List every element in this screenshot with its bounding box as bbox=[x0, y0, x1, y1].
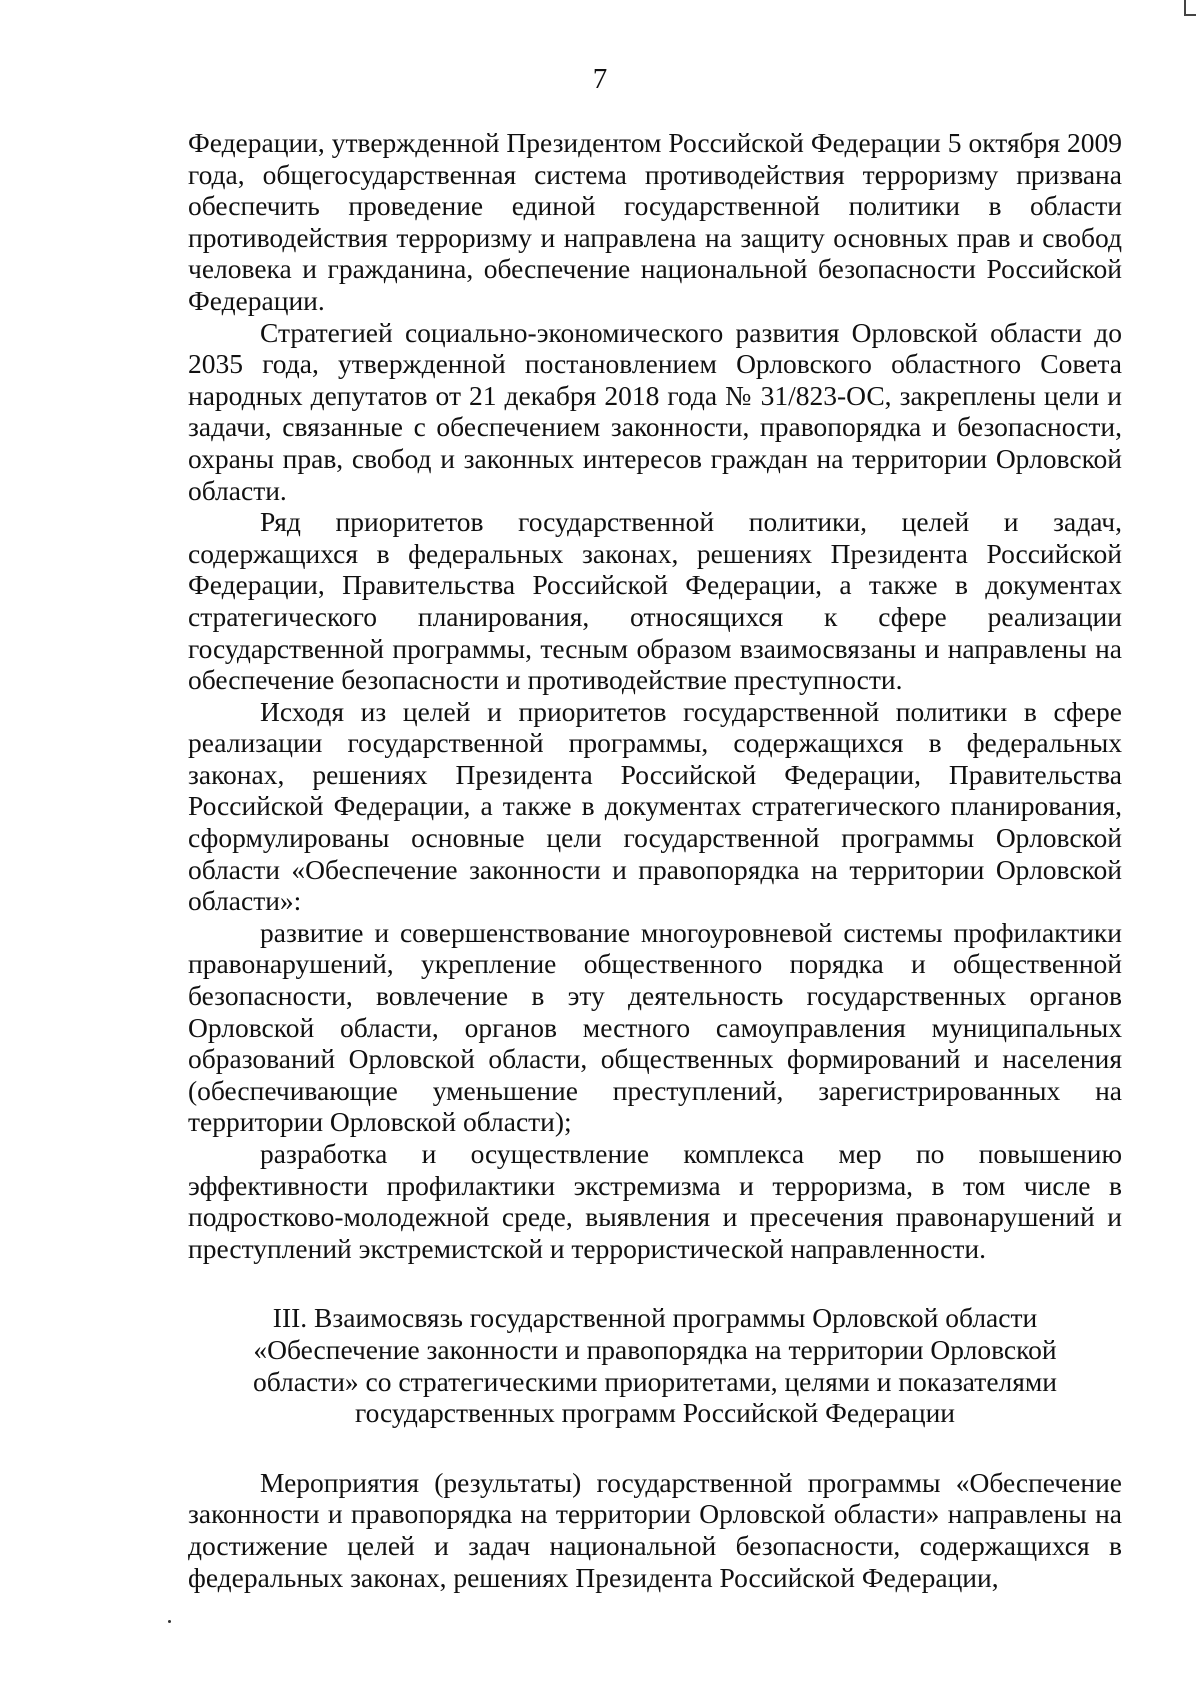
paragraph-strategy: Стратегией социально-экономического развития Орловской области до 2035 года, утвержденной постановлением Орловского областного Совета народных депутатов от 21 декабря 2018 года № 31/823-ОС, закреплены цели и задачи, связанные с обеспечением законности, правопорядка и безопасности, охраны прав, свобод и законных интересов граждан на территории Орловской области. bbox=[188, 316, 1122, 506]
section-heading-line: государственных программ Российской Федерации bbox=[354, 1397, 956, 1429]
paragraph-measures: Мероприятия (результаты) государственной программы «Обеспечение законности и правопорядка на территории Орловской области» направлены на достижение целей и задач национальной безопасности, содержащихся в федеральных законах, решениях Президента Российской Федерации, bbox=[188, 1466, 1122, 1593]
scan-speck bbox=[168, 1620, 171, 1623]
section-heading-line: III. Взаимосвязь государственной программы Орловской области bbox=[272, 1302, 1038, 1334]
scan-corner-mark bbox=[1184, 0, 1196, 16]
document-body bbox=[188, 127, 1122, 1593]
section-heading-line: области» со стратегическими приоритетами, целями и показателями bbox=[252, 1365, 1058, 1397]
paragraph-goal-prevention: развитие и совершенствование многоуровневой системы профилактики правонарушений, укрепление общественного порядка и общественной безопасности, вовлечение в эту деятельность государственных органов Орловской области, органов местного самоуправления муниципальных образований Орловской области, общественных формирований и населения (обеспечивающие уменьшение преступлений, зарегистрированных на территории Орловской области); bbox=[188, 916, 1122, 1138]
paragraph-goals-intro: Исходя из целей и приоритетов государственной политики в сфере реализации государственной программы, содержащихся в федеральных законах, решениях Президента Российской Федерации, Правительства Российской Федерации, а также в документах стратегического планирования, сформулированы основные цели государственной программы Орловской области «Обеспечение законности и правопорядка на территории Орловской области»: bbox=[188, 695, 1122, 917]
section-heading bbox=[188, 1302, 1122, 1428]
page-number: 7 bbox=[592, 63, 608, 95]
paragraph-goal-extremism: разработка и осуществление комплекса мер по повышению эффективности профилактики экстремизма и терроризма, в том числе в подростково-молодежной среде, выявления и пресечения правонарушений и преступлений экстремистской и террористической направленности. bbox=[188, 1138, 1122, 1264]
section-heading-line: «Обеспечение законности и правопорядка на территории Орловской bbox=[253, 1333, 1057, 1365]
paragraph-continuation: Федерации, утвержденной Президентом Российской Федерации 5 октября 2009 года, общегосударственная система противодействия терроризму призвана обеспечить проведение единой государственной политики в области противодействия терроризму и направлена на защиту основных прав и свобод человека и гражданина, обеспечение национальной безопасности Российской Федерации. bbox=[188, 127, 1122, 316]
paragraph-priorities: Ряд приоритетов государственной политики, целей и задач, содержащихся в федеральных законах, решениях Президента Российской Федерации, Правительства Российской Федерации, а также в документах стратегического планирования, относящихся к сфере реализации государственной программы, тесным образом взаимосвязаны и направлены на обеспечение безопасности и противодействие преступности. bbox=[188, 506, 1122, 696]
